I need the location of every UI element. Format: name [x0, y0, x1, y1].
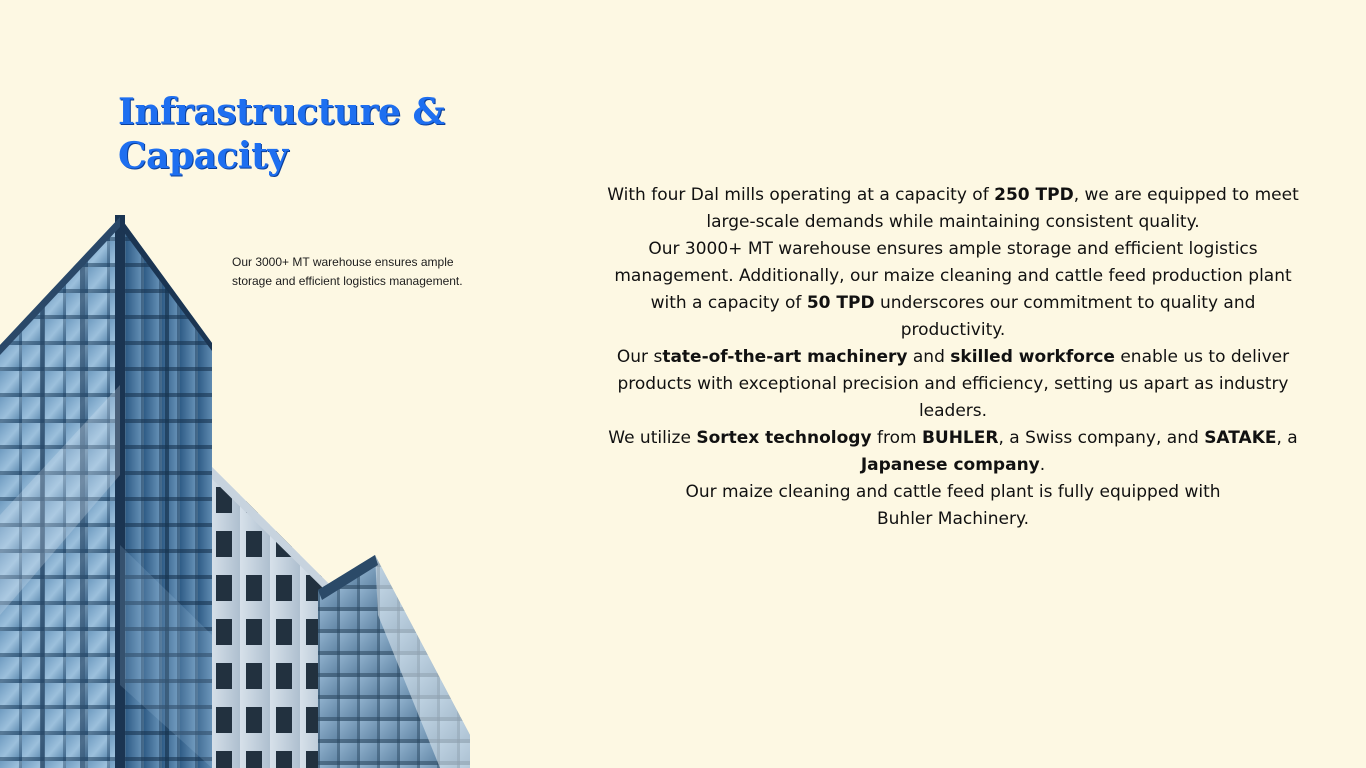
text-run: We utilize	[608, 428, 697, 448]
text-run: .	[1039, 455, 1046, 475]
highlight-machinery: tate-of-the-art machinery	[662, 347, 908, 367]
highlight-sortex: Sortex technology	[696, 428, 872, 448]
warehouse-note: Our 3000+ MT warehouse ensures ample storage and efficient logistics management.	[232, 255, 463, 288]
text-run: , a Swiss company, and	[998, 428, 1205, 448]
main-description	[600, 182, 1306, 533]
highlight-satake: SATAKE	[1204, 428, 1277, 448]
highlight-250-tpd: 250 TPD	[994, 185, 1074, 205]
text-run: underscores our commitment to quality and productivity.	[874, 293, 1256, 340]
text-run: , we are equipped to meet large-scale demands while maintaining consistent quality.	[706, 185, 1299, 232]
paragraph-technology	[600, 425, 1306, 479]
highlight-japanese: Japanese company	[860, 455, 1040, 475]
text-run: Our s	[616, 347, 663, 367]
building-photo	[0, 215, 470, 768]
highlight-buhler: BUHLER	[921, 428, 999, 448]
text-run: With four Dal mills operating at a capacity of	[607, 185, 995, 205]
text-run: Our 3000+ MT warehouse ensures ample storage and efficient logistics management. Additionally, our maize cleaning and cattle feed production plant with a capacity of	[614, 239, 1292, 313]
highlight-50-tpd: 50 TPD	[806, 293, 875, 313]
text-run: Our maize cleaning and cattle feed plant is fully equipped with	[685, 482, 1221, 502]
text-run: , a	[1276, 428, 1298, 448]
highlight-workforce: skilled workforce	[950, 347, 1115, 367]
text-run: from	[871, 428, 922, 448]
paragraph-machinery	[600, 344, 1306, 425]
text-run: and	[907, 347, 951, 367]
paragraph-capacity	[600, 182, 1306, 236]
paragraph-warehouse	[600, 236, 1306, 344]
paragraph-maize-plant	[600, 479, 1306, 533]
page-title: Infrastructure & Capacity	[118, 91, 445, 177]
text-run: Buhler Machinery.	[877, 509, 1029, 529]
text-run: enable us to deliver products with exceptional precision and efficiency, setting us apart as industry leaders.	[617, 347, 1290, 421]
